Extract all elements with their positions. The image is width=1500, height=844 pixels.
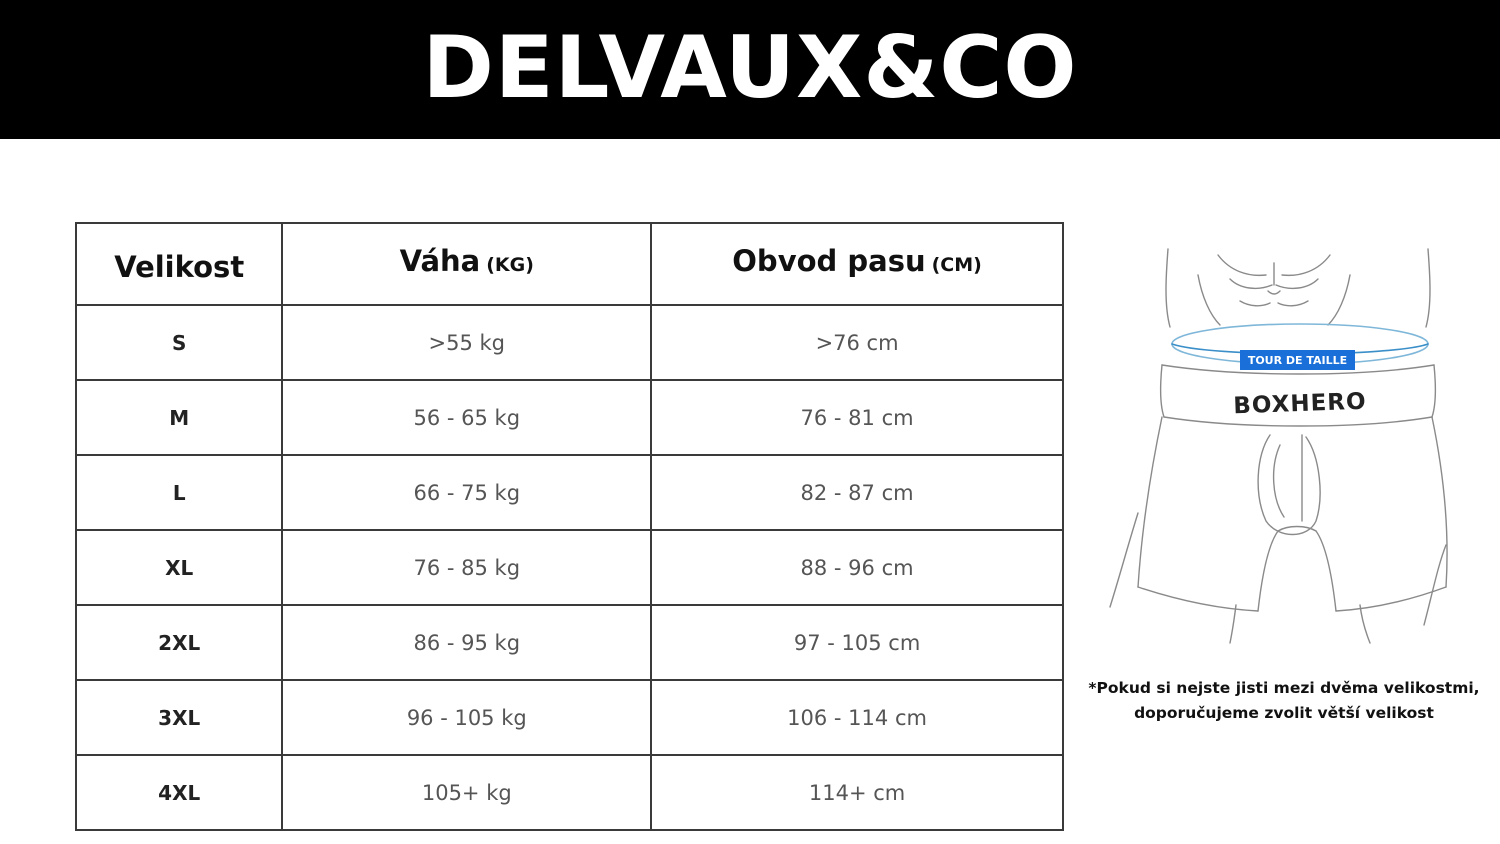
table-header-row — [76, 223, 1063, 305]
weight-cell: 86 - 95 kg — [282, 605, 651, 680]
header-size — [76, 223, 282, 305]
size-cell: 3XL — [76, 680, 282, 755]
boxer-brief-illustration — [1090, 245, 1450, 645]
waist-cell: 76 - 81 cm — [651, 380, 1063, 455]
header-size-label: Velikost — [114, 250, 245, 284]
table-row — [76, 530, 1063, 605]
size-cell: S — [76, 305, 282, 380]
table-row — [76, 605, 1063, 680]
header-waist-label: Obvod pasu — [732, 244, 926, 278]
table-row — [76, 380, 1063, 455]
weight-cell: 76 - 85 kg — [282, 530, 651, 605]
waist-cell: 97 - 105 cm — [651, 605, 1063, 680]
size-advice-line-2: doporučujeme zvolit větší velikost — [1134, 704, 1434, 722]
waist-cell: >76 cm — [651, 305, 1063, 380]
size-cell: L — [76, 455, 282, 530]
weight-cell: >55 kg — [282, 305, 651, 380]
waist-cell: 88 - 96 cm — [651, 530, 1063, 605]
brand-header — [0, 0, 1500, 139]
table-row — [76, 305, 1063, 380]
size-cell: XL — [76, 530, 282, 605]
waist-cell: 106 - 114 cm — [651, 680, 1063, 755]
weight-cell: 56 - 65 kg — [282, 380, 651, 455]
waist-cell: 114+ cm — [651, 755, 1063, 830]
size-advice-note — [1078, 676, 1490, 726]
waist-cell: 82 - 87 cm — [651, 455, 1063, 530]
header-waist — [651, 223, 1063, 305]
weight-cell: 66 - 75 kg — [282, 455, 651, 530]
size-cell: 4XL — [76, 755, 282, 830]
brand-logo-text: DELVAUX&CO — [422, 17, 1078, 118]
header-waist-unit: (CM) — [931, 254, 982, 276]
header-weight — [282, 223, 651, 305]
size-cell: 2XL — [76, 605, 282, 680]
table-row — [76, 755, 1063, 830]
table-row — [76, 680, 1063, 755]
size-chart-table — [75, 222, 1064, 831]
header-weight-label: Váha — [399, 244, 481, 278]
header-weight-unit: (KG) — [486, 254, 534, 276]
table-row — [76, 455, 1063, 530]
size-advice-line-1: *Pokud si nejste jisti mezi dvěma velikostmi, — [1088, 679, 1480, 697]
waist-label-text: TOUR DE TAILLE — [1247, 354, 1348, 367]
weight-cell: 96 - 105 kg — [282, 680, 651, 755]
size-cell: M — [76, 380, 282, 455]
waistband-logo-text: BOXHERO — [1232, 388, 1367, 420]
weight-cell: 105+ kg — [282, 755, 651, 830]
